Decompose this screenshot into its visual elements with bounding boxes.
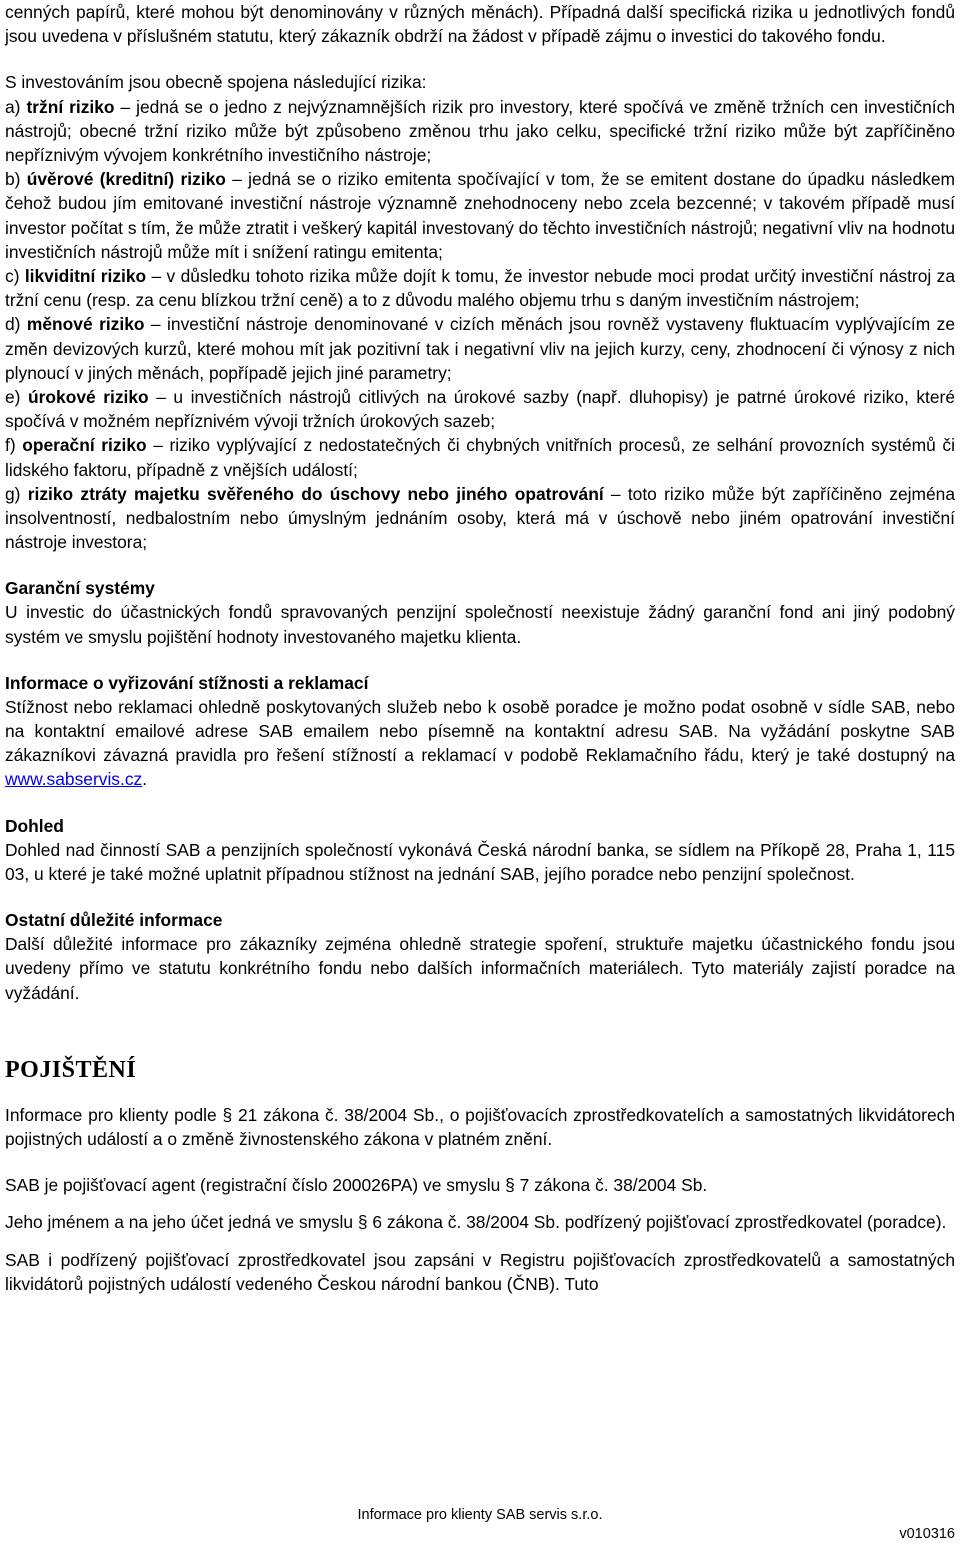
other-info-heading: Ostatní důležité informace: [5, 910, 223, 931]
risk-term: úvěrové (kreditní) riziko: [26, 169, 226, 190]
insurance-paragraph: SAB i podřízený pojišťovací zprostředkovatel jsou zapsáni v Registru pojišťovacích zprostředkovatelů a samostatných likvidátorů pojistných událostí vedeného Českou národní bankou (ČNB). Tuto: [5, 1249, 955, 1294]
document-page: [5, 0, 955, 1296]
risk-item: d) měnové riziko – investiční nástroje denominované v cizích měnách jsou rovněž vystaveny fluktuacím vyplývajícím ze změn devizových kurzů, které mohou mít jak pozitivní tak i negativní vliv na jejich kurzy, ceny, zhodnocení či výnosy z nich plynoucí v jiných měnách, popřípadě jejich jiné parametry;: [5, 314, 956, 383]
supervision-heading: Dohled: [5, 815, 64, 836]
page-footer: Informace pro klienty SAB servis s.r.o.: [357, 1507, 603, 1523]
other-info-paragraph: Další důležité informace pro zákazníky zejména ohledně strategie spoření, struktuře majetku účastnického fondu jsou uvedeny přímo ve statutu konkrétního fondu nebo dalších informačních materiálech. Tyto materiály zajistí poradce na vyžádání.: [5, 934, 955, 1003]
complaints-paragraph: Stížnost nebo reklamaci ohledně poskytovaných služeb nebo k osobě poradce je možno podat osobně v sídle SAB, nebo na kontaktní emailové adrese SAB emailem nebo písemně na kontaktní adresu SAB. Na vyžádání poskytne SAB zákazníkovi závazná pravidla pro řešení stížností a reklamací v podobě Reklamačního řádu, který je také dostupný na www.sabservis.cz.: [5, 696, 955, 790]
risk-item: b) úvěrové (kreditní) riziko – jedná se o riziko emitenta spočívající v tom, že se emitent dostane do úpadku následkem čehož budou jím emitované investiční nástroje významně znehodnoceny nebo zcela bezcenné; v takovém případě musí investor počítat s tím, že může ztratit i veškerý kapitál investovaný do těchto investičních nástrojů; negativní vliv na hodnotu investičních nástrojů může mít i snížení ratingu emitenta;: [5, 169, 956, 262]
insurance-paragraph: Jeho jménem a na jeho účet jedná ve smyslu § 6 zákona č. 38/2004 Sb. podřízený pojišťovací zprostředkovatel (poradce).: [5, 1212, 947, 1233]
risks-lead: S investováním jsou obecně spojena následující rizika:: [5, 72, 427, 93]
risk-item: e) úrokové riziko – u investičních nástrojů citlivých na úrokové sazby (např. dluhopisy) je patrné úrokové riziko, které spočívá v možném nepříznivém vývoji tržních úrokových sazeb;: [5, 387, 955, 432]
risk-term: riziko ztráty majetku svěřeného do úschovy nebo jiného opatrování: [27, 483, 604, 504]
risk-term: tržní riziko: [26, 96, 115, 117]
insurance-paragraph: SAB je pojišťovací agent (registrační číslo 200026PA) ve smyslu § 7 zákona č. 38/2004 Sb.: [5, 1175, 708, 1196]
supervision-paragraph: Dohled nad činností SAB a penzijních společností vykonává Česká národní banka, se sídlem na Příkopě 28, Praha 1, 115 03, u které je také možné uplatnit případnou stížnost na jednání SAB, jejího poradce nebo penzijní společnost.: [5, 839, 955, 884]
guarantee-heading: Garanční systémy: [5, 578, 155, 599]
risk-term: likviditní riziko: [24, 266, 147, 287]
document-version-code: v010316: [899, 1526, 955, 1542]
insurance-paragraph: Informace pro klienty podle § 21 zákona č. 38/2004 Sb., o pojišťovacích zprostředkovatelích a samostatných likvidátorech pojistných událostí a o změně živnostenského zákona v platném znění.: [5, 1104, 955, 1149]
complaints-heading: Informace o vyřizování stížnosti a reklamací: [5, 672, 369, 693]
risk-term: operační riziko: [22, 435, 147, 456]
risk-item: a) tržní riziko – jedná se o jedno z nejvýznamnějších rizik pro investory, které spočívá ve změně tržních cen investičních nástrojů; obecné tržní riziko může být způsobeno změnou trhu jako celku, specifické tržní riziko může být zapříčiněno nepříznivým vývojem konkrétního investičního nástroje;: [5, 96, 956, 166]
intro-paragraph: cenných papírů, které mohou být denominovány v různých měnách). Případná další specifická rizika u jednotlivých fondů jsou uvedena v příslušném statutu, který zákazník obdrží na žádost v případě zájmu o investici do takového fondu.: [5, 2, 955, 47]
insurance-heading: POJIŠTĚNÍ: [5, 1056, 137, 1083]
risk-item: c) likviditní riziko – v důsledku tohoto rizika může dojít k tomu, že investor nebude moci prodat určitý investiční nástroj za tržní cenu (resp. za cenu blízkou tržní ceně) a to z důvodu malého objemu trhu s daným investičním nástrojem;: [5, 266, 955, 311]
website-link[interactable]: www.sabservis.cz: [5, 769, 143, 790]
risk-item: f) operační riziko – riziko vyplývající z nedostatečných či chybných vnitřních procesů, ze selhání provozních systémů či lidského faktoru, případně z vnějších událostí;: [5, 435, 955, 480]
risk-term: měnové riziko: [26, 314, 145, 335]
risk-item: g) riziko ztráty majetku svěřeného do úschovy nebo jiného opatrování – toto riziko může být zapříčiněno zejména insolventností, nedbalostním nebo úmyslným jednáním osoby, která má v úschově nebo jiném opatrování investiční nástroje investora;: [5, 483, 955, 553]
guarantee-paragraph: U investic do účastnických fondů spravovaných penzijní společností neexistuje žádný garanční fond ani jiný podobný systém ve smyslu pojištění hodnoty investovaného majetku klienta.: [5, 602, 955, 647]
risk-term: úrokové riziko: [28, 387, 149, 408]
